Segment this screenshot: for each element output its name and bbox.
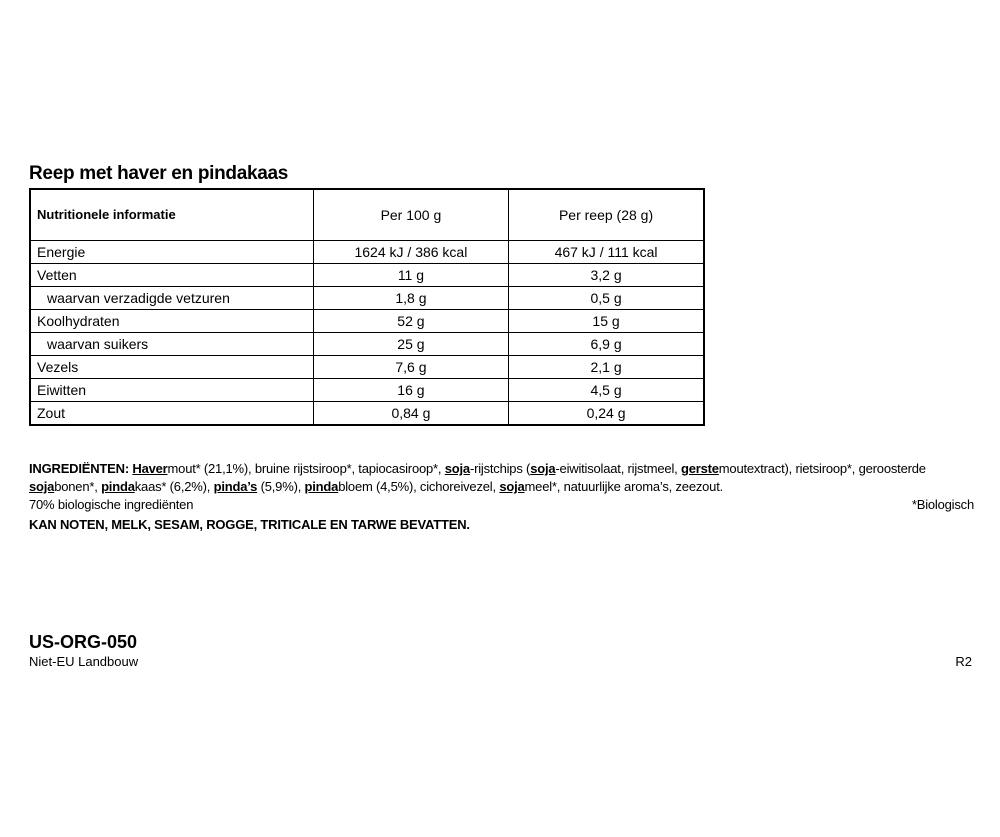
organic-note: *Biologisch xyxy=(911,497,974,512)
nutrition-row xyxy=(30,402,704,426)
organic-row xyxy=(29,496,974,514)
nutrient-label: Energie xyxy=(30,241,313,264)
header-nutrition-info: Nutritionele informatie xyxy=(30,189,313,241)
nutrition-table xyxy=(29,188,705,426)
ingredient-text-segment: mout* (21,1%), bruine rijstsiroop*, tapiocasiroop*, xyxy=(167,461,445,476)
value-per-100g: 0,84 g xyxy=(313,402,508,426)
product-title: Reep met haver en pindakaas xyxy=(29,163,289,184)
nutrient-label: Vetten xyxy=(30,264,313,287)
revision-code: R2 xyxy=(955,654,972,669)
ingredient-text-segment: (5,9%), xyxy=(257,479,305,494)
ingredient-text-segment: moutextract), rietsiroop*, geroosterde xyxy=(718,461,926,476)
allergen-word: soja xyxy=(499,479,525,494)
value-per-100g: 1624 kJ / 386 kcal xyxy=(313,241,508,264)
value-per-bar: 0,24 g xyxy=(509,402,704,426)
value-per-bar: 15 g xyxy=(509,310,704,333)
value-per-bar: 6,9 g xyxy=(509,333,704,356)
nutrient-label: Eiwitten xyxy=(30,379,313,402)
header-per-100g: Per 100 g xyxy=(313,189,508,241)
value-per-100g: 11 g xyxy=(313,264,508,287)
nutrition-row xyxy=(30,241,704,264)
ingredients-heading: INGREDIËNTEN: xyxy=(29,461,129,476)
value-per-100g: 7,6 g xyxy=(313,356,508,379)
value-per-bar: 4,5 g xyxy=(509,379,704,402)
allergen-warning: KAN NOTEN, MELK, SESAM, ROGGE, TRITICALE EN TARWE BEVATTEN. xyxy=(29,517,470,532)
allergen-word: soja xyxy=(530,461,556,476)
certification-code: US-ORG-050 xyxy=(29,632,138,652)
nutrition-row xyxy=(30,287,704,310)
agriculture-origin: Niet-EU Landbouw xyxy=(29,654,139,669)
nutrient-label: Vezels xyxy=(30,356,313,379)
value-per-bar: 2,1 g xyxy=(509,356,704,379)
ingredient-text-segment: kaas* (6,2%), xyxy=(134,479,214,494)
nutrition-row xyxy=(30,379,704,402)
allergen-word: gerste xyxy=(680,461,719,476)
allergen-word: soja xyxy=(444,461,470,476)
allergen-word: pinda’s xyxy=(213,479,258,494)
value-per-100g: 16 g xyxy=(313,379,508,402)
value-per-100g: 25 g xyxy=(313,333,508,356)
nutrient-label: waarvan verzadigde vetzuren xyxy=(30,287,313,310)
nutrition-row xyxy=(30,333,704,356)
nutrition-header-row xyxy=(30,189,704,241)
allergen-word: pinda xyxy=(101,479,135,494)
allergen-word: pinda xyxy=(304,479,339,494)
value-per-bar: 3,2 g xyxy=(509,264,704,287)
value-per-bar: 467 kJ / 111 kcal xyxy=(509,241,704,264)
ingredient-text-segment: -eiwitisolaat, rijstmeel, xyxy=(555,461,681,476)
ingredient-text-segment: -rijstchips ( xyxy=(469,461,531,476)
ingredients-block xyxy=(29,460,974,534)
allergen-word: soja xyxy=(29,479,55,494)
ingredient-text-segment: bloem (4,5%), cichoreivezel, xyxy=(338,479,500,494)
nutrition-row xyxy=(30,356,704,379)
nutrient-label: Zout xyxy=(30,402,313,426)
ingredient-text-segment: bonen*, xyxy=(54,479,102,494)
ingredient-text-segment: meel*, natuurlijke aroma’s, zeezout. xyxy=(524,479,724,494)
nutrition-row xyxy=(30,264,704,287)
nutrient-label: waarvan suikers xyxy=(30,333,313,356)
organic-share: 70% biologische ingrediënten xyxy=(29,497,194,512)
allergen-word: Haver xyxy=(132,461,168,476)
ingredients-text xyxy=(29,460,974,496)
value-per-100g: 52 g xyxy=(313,310,508,333)
nutrient-label: Koolhydraten xyxy=(30,310,313,333)
value-per-100g: 1,8 g xyxy=(313,287,508,310)
nutrition-row xyxy=(30,310,704,333)
header-per-bar: Per reep (28 g) xyxy=(509,189,704,241)
value-per-bar: 0,5 g xyxy=(509,287,704,310)
